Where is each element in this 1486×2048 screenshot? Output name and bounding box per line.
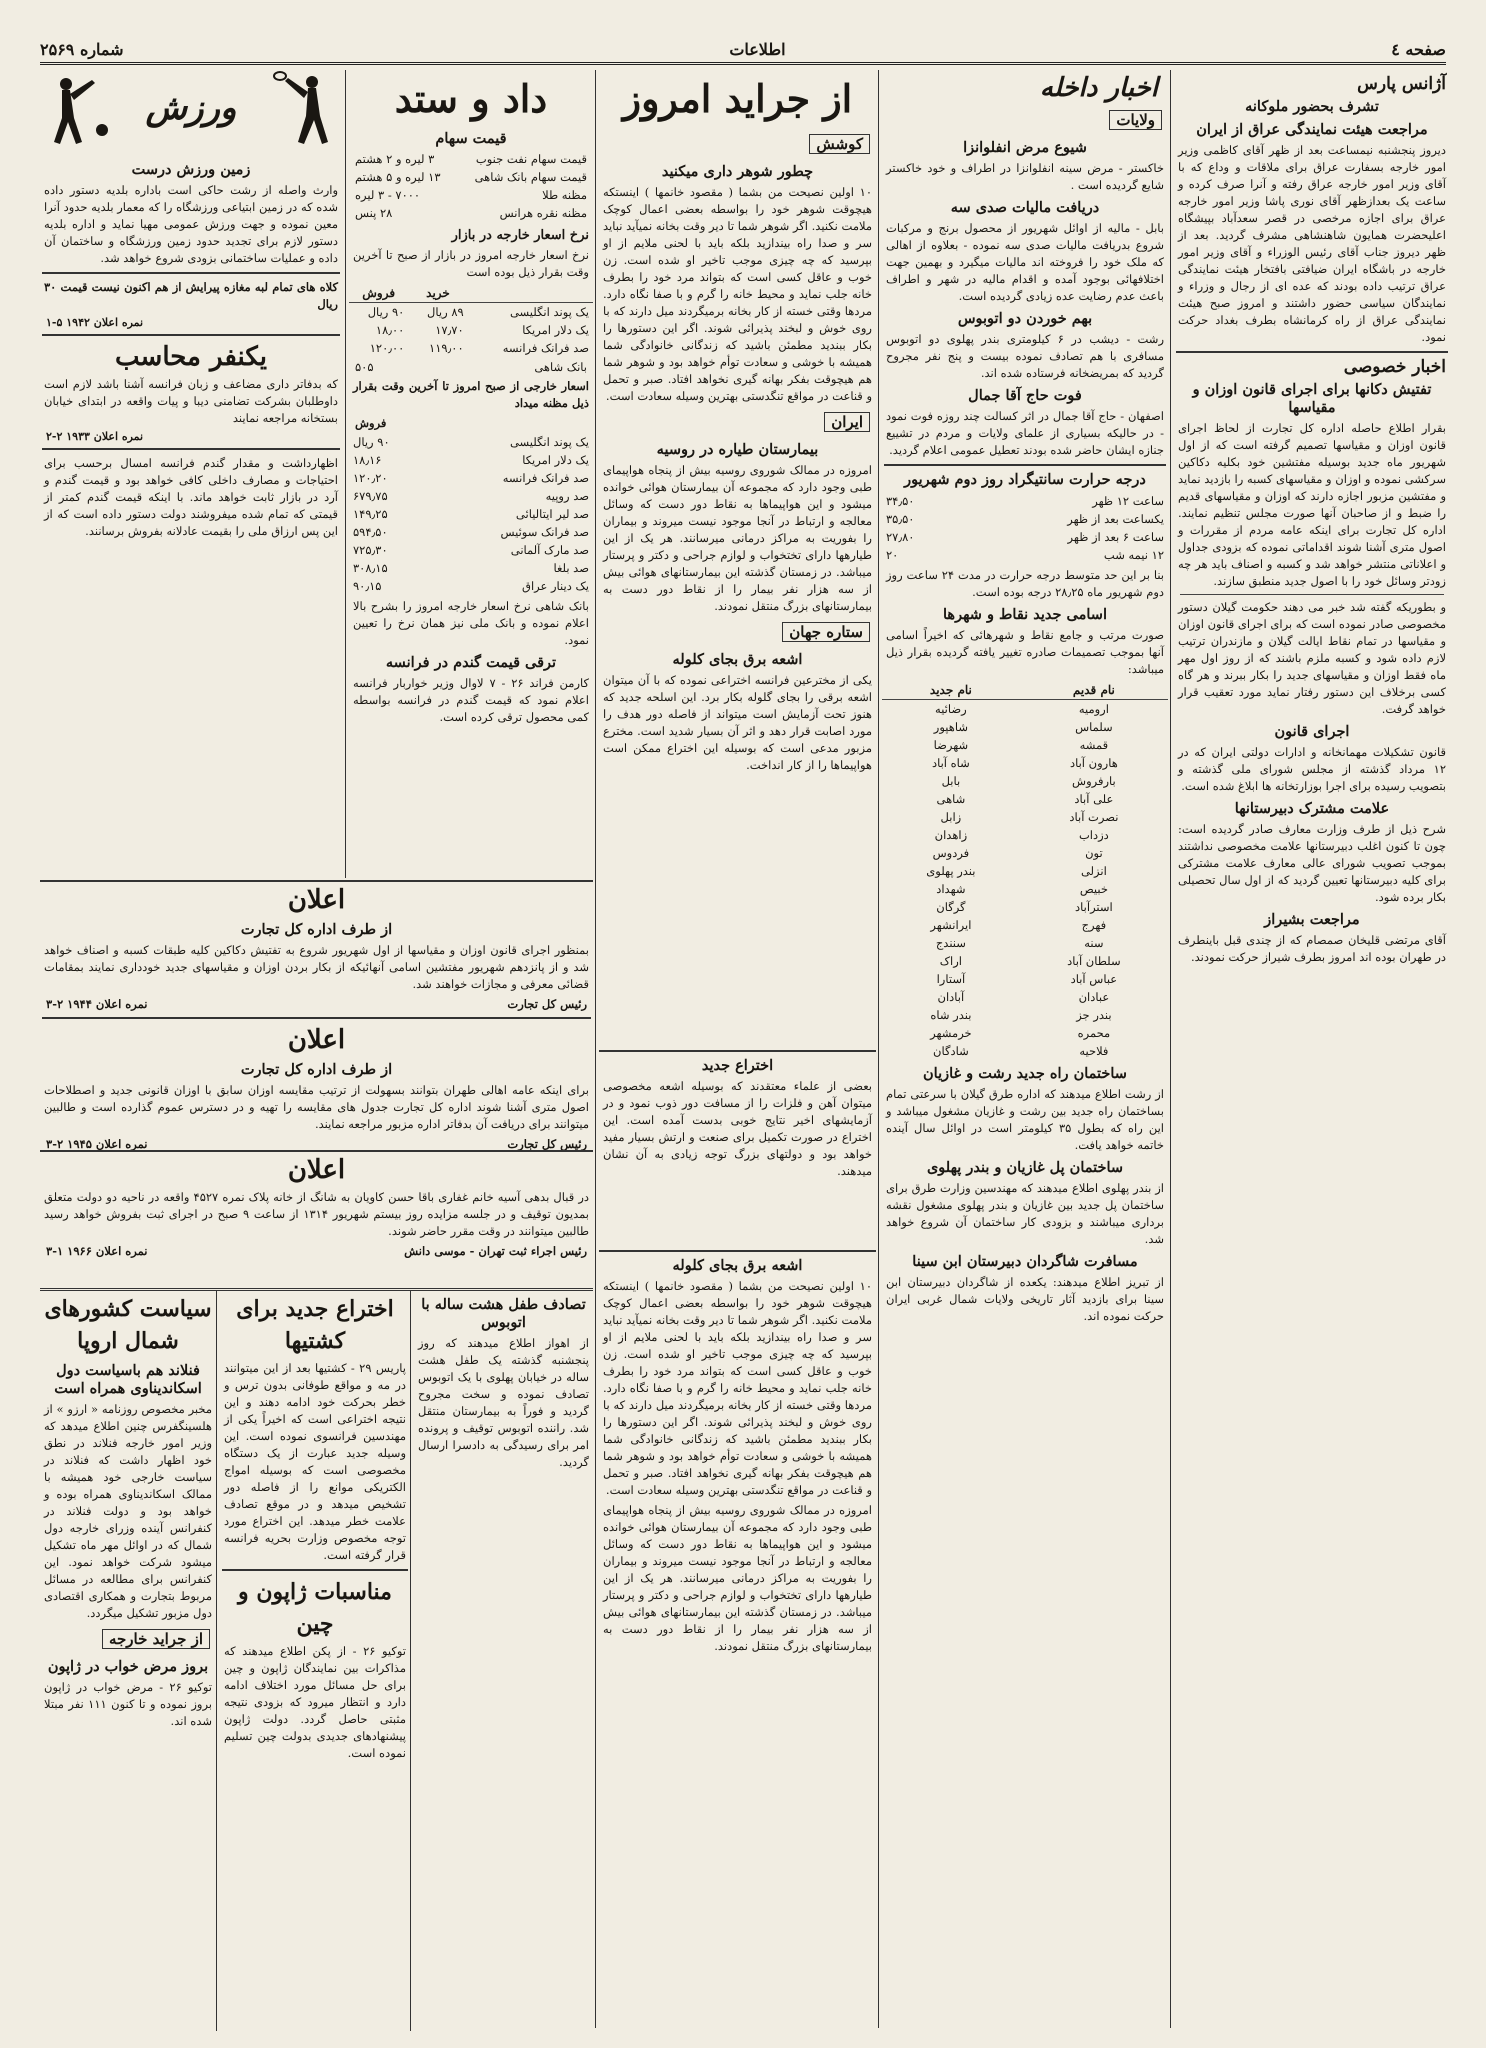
official-notice-3: اعلان در قبال بدهی آسیه خانم غفاری باقا حسن کاویان به شانگ از خانه پلاک نمره ۴۵۲۷ واقعه در ناحیه دو دولت متعلق بمدیون توقیف و در جلسه مزایده روز بیستم شهریور ۱۳۱۴ از ساعت ۹ صبح در اجرای ثبت بفروش خواهد رسید طالبین میتوانند در وقت مقرر حاضر شوند. رئیس اجراء ثبت تهران - موسی دانش نمره اعلان ۱۹۶۶ ۱-۳ xyxy=(40,1150,593,1287)
table-row: فهرج ایرانشهر xyxy=(930,918,1107,932)
article-body: و بطوریکه گفته شد خبر می دهند حکومت گیلان دستور مخصوصی صادر نموده است که برای اجرای قانون اوزان و مقیاسها در تمام نقاط ایالت گیلان و مازندران ترتیب لازم داده شود و کسبه ملزم باشند که از روز اول مهر ماه فقط اوزان و مقیاسهای جدید را بکار ببرند و هر گاه کسی برخلاف این دستور رفتار نماید مورد تعقیب قرار خواهد گرفت. xyxy=(1178,600,1446,716)
table-row: ارومیه رضائیه xyxy=(935,702,1109,716)
article-headline: تصادف طفل هشت ساله با اتوبوس xyxy=(421,1296,586,1331)
notice-title: اعلان xyxy=(287,1155,346,1185)
article-body: از رشت اطلاع میدهند که اداره طرق گیلان با سرعتی تمام بساختمان راه جدید بین رشت و غازیان مشغول میباشد و این راه که بطول ۳۵ کیلومتر است در اوائل سال آینده خاتمه خواهد یافت. xyxy=(886,1087,1164,1152)
col2-lower xyxy=(599,1250,876,2027)
fx-intro: نرخ اسعار خارجه امروز در بازار از صبح تا آخرین وقت بقرار ذیل بوده است xyxy=(353,248,589,279)
table-row: سلطان آباد اراک xyxy=(939,954,1121,968)
notice-title: اعلان xyxy=(287,1025,346,1055)
article-body: صورت مرتب و جامع نقاط و شهرهائی که اخیراً اسامی آنها بموجب تصمیمات صادره تغییر یافته گردیده بقرار ذیل میباشد: xyxy=(886,628,1164,676)
article-headline: بهم خوردن دو اتوبوس xyxy=(957,310,1093,327)
table-row: یک دلار امریکا ۱۸٫۱۶ xyxy=(353,453,589,467)
subsection-title: ایران xyxy=(824,412,870,432)
article-body: بابل - مالیه از اوائل شهریور از محصول برنج و مرکبات شروع بدریافت مالیات صدی سه نموده - بعلاوه از اهالی که ملک خود را فروخته اند مالیات میگیرد و بهمین جهت اختلافهائی بوجود آمده و اقدام مالیه در شهر و اطراف باعث عدم رضایت عده زیادی گردیده است. xyxy=(886,221,1164,303)
section-title: داد و ستد xyxy=(394,76,548,121)
stocks-headline: قیمت سهام xyxy=(435,130,507,147)
article-body: خاکستر - مرض سینه انفلوانزا در اطراف و خود خاکستر شایع گردیده است . xyxy=(886,161,1164,192)
article-headline: تشرف بحضور ملوکانه xyxy=(1245,98,1379,115)
article-body: اظهارداشت و مقدار گندم فرانسه امسال برحسب برای احتیاجات و مصارف داخلی کافی خواهد بود و قیمت گندم و آرد در بازار ثابت خواهد ماند. با اینکه قیمت گندم کمتر از قیمتی که تمام شده میفروشند دولت دستور داده است که از این پس ارزاق ملی را بقیمت عادلانه بفروش برسانند. xyxy=(44,456,338,538)
stock-row: قیمت سهام نفت جنوب ۳ لیره و ۲ هشتم xyxy=(355,152,587,166)
temperature-note: بنا بر این حد متوسط درجه حرارت در مدت ۲۴ ساعت روز دوم شهریور ماه ۲۸٫۲۵ درجه بوده است. xyxy=(886,568,1164,599)
table-row: عبادان آبادان xyxy=(937,990,1110,1004)
fx-sell-table xyxy=(349,433,593,595)
table-row: صد لیر ایتالیائی ۱۴۹٫۲۵ xyxy=(353,507,589,521)
article-headline: ساختمان راه جدید رشت و غازیان xyxy=(923,1065,1127,1082)
article-body: اصفهان - حاج آقا جمال در اثر کسالت چند روزه فوت نمود - در حالیکه بسیاری از علمای ولایات و مردم در تشییع جنازه ایشان حاضر شده بودند تعطیل عمومی اعلام گردید. xyxy=(886,409,1164,457)
ad-body: که بدفاتر داری مضاعف و زبان فرانسه آشنا باشد لازم است داوطلبان بشرکت تضامنی دیبا و پیات واقعه در ابتدای خیابان بستخانه مراجعه نمایند xyxy=(44,377,338,425)
issue-number: شماره ۲۵۶۹ xyxy=(40,39,124,59)
subsection-title: ولایات xyxy=(1109,110,1162,130)
article-headline: اجرای قانون xyxy=(1274,723,1350,740)
stock-row: مظنه نقره هرانس ۲۸ پنس xyxy=(355,206,587,220)
table-row: یک دینار عراق ۹۰٫۱۵ xyxy=(353,579,589,593)
bottom-section: سیاست کشورهای شمال اروپا فنلاند هم باسیاست دول اسکاندیناوی همراه است مخبر مخصوص روزنامه « ارزو » از هلسینگفرس چنین اطلاع میدهد که وزیر امور خارجه فنلاند در نطق خود اظهار داشت که فنلاند در سیاست خارجی خود همیشه با ممالک اسکاندیناوی همراه بوده و خواهد بود و دولت فنلاند در کنفرانس آینده وزرای خارجه دول شمال که در اوائل مهر ماه تشکیل میشود شرکت خواهد نمود. این کنفرانس برای مطالعه در مسائل مربوط بتجارت و همکاری اقتصادی دول مزبور تشکیل میگردد. از جراید خارجه بروز مرض خواب در ژاپون توکیو ۲۶ - مرض خواب در ژاپون بروز نموده و تا کنون ۱۱۱ نفر مبتلا شده اند. اختراع جدید برای کشتیها پاریس ۲۹ - کشتیها بعد از این میتوانند در مه و مواقع طوفانی بدون ترس و خطر بحرکت خود ادامه دهند و این نتیجه اختراعی است که اخیراً یکی از مهندسین فرانسوی نموده است. این وسیله جدید عبارت از یک دستگاه مخصوصی است که بوسیله امواج الکتریکی موانع را از فاصله دور تشخیص میدهد و در موقع تصادف علامت خطر میدهد. این اختراع مورد توجه مخصوص وزارت بحریه فرانسه قرار گرفته است. مناسبات ژاپون و چین توکیو ۲۶ - از پکن اطلاع میدهند که مذاکرات بین نمایندگان ژاپون و چین برای حل مسائل مورد اختلاف ادامه دارد و انتظار میرود که بزودی نتیجه مثبتی حاصل گردد. دولت ژاپون پیشنهادهای جدیدی بدولت چین تسلیم نموده است. تصادف طفل هشت ساله با اتوبوس از اهواز اطلاع میدهند که روز پنجشنبه گذشته یک طفل هشت ساله در خیابان پهلوی با یک اتوبوس تصادف نموده و سخت مجروح گردید و فوراً به بیمارستان منتقل شد. راننده اتوبوس توقیف و پرونده امر برای رسیدگی به دادسرا ارسال گردید. xyxy=(40,1288,593,2031)
column-header: نام قدیم xyxy=(1020,681,1168,700)
table-row: صد بلغا ۳۰۸٫۱۵ xyxy=(353,561,589,575)
section-title: اخبار داخله xyxy=(1039,73,1158,103)
sports-title: ورزش xyxy=(145,88,237,128)
article-headline: شیوع مرض انفلوانزا xyxy=(963,139,1087,156)
column-pars-agency xyxy=(1174,70,1450,2028)
article-body: امروزه در ممالک شوروی روسیه بیش از پنجاه هواپیمای طبی وجود دارد که مجموعه آن بیمارستان هوائی خوانده میشود و این هواپیماها به نقاط دور دست که وسائل معالجه و ارتباط در آنجا موجود نیست میروند و بیماران را بفوریت به مراکز درمانی میرسانند. هر یک از این طیارهها دارای تختخواب و لوازم جراحی و دکتر و پرستار میباشد. در زمستان گذشته این بیمارستانهای هوائی بیش از سه هزار نفر بیمار را از نقاط دور دست به بیمارستانهای بزرگ منتقل نمودند. xyxy=(603,463,872,613)
table-row: عباس آباد آستارا xyxy=(936,972,1118,986)
article-body: قانون تشکیلات مهمانخانه و ادارات دولتی ایران که در ۱۲ مرداد گذشته از مجلس شورای ملی گذشته و بتصویب رسیده برای اجرا بوزارتخانه ها ابلاغ شده است. xyxy=(1178,745,1446,793)
article-body: امروزه در ممالک شوروی روسیه بیش از پنجاه هواپیمای طبی وجود دارد که مجموعه آن بیمارستان هوائی خوانده میشود و این هواپیماها به نقاط دور دست که وسائل معالجه و ارتباط در آنجا موجود نیست میروند و بیماران را بفوریت به مراکز درمانی میرسانند. هر یک از این طیارهها دارای تختخواب و لوازم جراحی و دکتر و پرستار میباشد. در زمستان گذشته این بیمارستانهای هوائی بیش از سه هزار نفر بیمار را از نقاط دور دست به بیمارستانهای بزرگ منتقل نمودند. xyxy=(603,1503,872,1653)
notice-body: برای اینکه عامه اهالی طهران بتوانند بسهولت از ترتیب مقایسه اوزان سابق با اوزان قانونی جدید و اصطلاحات اصول متری آشنا شوند اداره کل تجارت جدول های مقایسه را تهیه و در دسترس عموم گذارده است و طالبین میتوانند برای دریافت آن بدفاتر اداره مزبور مراجعه نمایند. xyxy=(44,1083,589,1131)
masthead: اطلاعات xyxy=(729,39,786,59)
hat-ad: کلاه های تمام لبه مغازه پیرایش از هم اکنون نیست قیمت ۳۰ ریال xyxy=(44,280,338,311)
article-headline: تفتیش دکانها برای اجرای قانون اوزان و مقیاسها xyxy=(1192,381,1432,416)
article-body: از اهواز اطلاع میدهند که روز پنجشنبه گذشته یک طفل هشت ساله در خیابان پهلوی با یک اتوبوس تصادف نموده و سخت مجروح گردید و فوراً به بیمارستان منتقل شد. راننده اتوبوس توقیف و پرونده امر برای رسیدگی به دادسرا ارسال گردید. xyxy=(418,1336,589,1469)
table-row: نصرت آباد زابل xyxy=(940,810,1119,824)
section-title: آژانس پارس xyxy=(1357,74,1446,94)
table-row: بارفروش بابل xyxy=(941,774,1116,788)
article-body: آقای مرتضی قلیخان صمصام که از چندی قبل باینطرف در طهران بوده اند امروز بطرف شیراز حرکت نمودند. xyxy=(1178,933,1446,964)
table-row: یک دلار امریکا ۱۷٫۷۰ ۱۸٫۰۰ xyxy=(375,323,589,337)
article-headline: مسافرت شاگردان دبیرستان ابن سینا xyxy=(912,1253,1138,1270)
table-row: صد فرانک فرانسه ۱۱۹٫۰۰ ۱۲۰٫۰۰ xyxy=(369,341,589,355)
article-headline: ترقی قیمت گندم در فرانسه xyxy=(385,654,557,671)
notice-title: اعلان xyxy=(287,885,346,915)
article-body: کارمن فراند ۲۶ - ۷ لاوال وزیر خواربار فرانسه اعلام نمود که قیمت گندم در فرانسه بواسطه کمی محصول ترقی کرده است. xyxy=(353,676,589,724)
article-headline: اشعه برق بجای کلوله xyxy=(672,651,803,668)
official-notices: اعلان از طرف اداره کل تجارت بمنظور اجرای قانون اوزان و مقیاسها از اول شهریور شروع به تفتیش دکاکین کلیه طبقات کسبه و اصناف خواهد شد و از پانزدهم شهریور مفتشین اسامی آنهائیکه از بکار بردن اوزان و مقیاسهای جدید خودداری نمایند بمقامات قضائی معرفی و مجازات خواهند شد. رئیس کل تجارت نمره اعلان ۱۹۴۴ ۲-۳ اعلان از طرف اداره کل تجارت برای اینکه عامه اهالی طهران بتوانند بسهولت از ترتیب مقایسه اوزان سابق با اوزان قانونی جدید و اصطلاحات اصول متری آشنا شوند اداره کل تجارت جدول های مقایسه را تهیه و در دسترس عموم گذارده است و طالبین میتوانند برای دریافت آن بدفاتر اداره مزبور مراجعه نمایند. رئیس کل تجارت نمره اعلان ۱۹۴۵ ۲-۳ xyxy=(40,880,593,1152)
table-row: هارون آباد شاه آباد xyxy=(931,756,1118,770)
stock-row: قیمت سهام بانک شاهی ۱۳ لیره و ۵ هشتم xyxy=(355,170,587,184)
column-header: نام جدید xyxy=(882,681,1020,700)
table-row: صد فرانک فرانسه ۱۲۰٫۲۰ xyxy=(353,471,589,485)
page-header xyxy=(40,36,1446,65)
column-domestic-news xyxy=(882,70,1168,2028)
table-row: صد مارک آلمانی ۷۲۵٫۳۰ xyxy=(353,543,589,557)
table-row: دزداب زاهدان xyxy=(934,828,1109,842)
article-body: پاریس ۲۹ - کشتیها بعد از این میتوانند در مه و مواقع طوفانی بدون ترس و خطر بحرکت خود ادامه دهند و این نتیجه اختراعی است که اخیراً یکی از مهندسین فرانسوی نموده است. این وسیله جدید عبارت از یک دستگاه مخصوصی است که بوسیله امواج الکتریکی موانع را از فاصله دور تشخیص میدهد و در موقع تصادف علامت خطر میدهد. این اختراع مورد توجه مخصوص وزارت بحریه فرانسه قرار گرفته است. xyxy=(224,1361,406,1562)
article-headline: چطور شوهر داری میکنید xyxy=(661,163,814,180)
fx-table: خرید فروش یک پوند انگلیسی ۸۹ ریال ۹۰ ریال یک دلار امریکا ۱۷٫۷۰ ۱۸٫۰۰ صد فرانک فرانسه ۱۱۹٫۰۰ ۱۲۰٫۰۰ xyxy=(349,284,593,357)
section-title: از جراید امروز xyxy=(622,76,853,121)
article-headline: دریافت مالیات صدی سه xyxy=(950,199,1100,216)
article-body: ۱۰ اولین نصیحت من بشما ( مقصود خانمها ) اینستکه هیچوقت شوهر خود را بواسطه بعضی اعمال کوچک ملامت نکنید. اگر شوهر شما تا دیر وقت بخانه نمیآید نباید سر و صدا راه بیندازید بلکه باید با لحنی ملایم از او بپرسید که چه چیزی موجب تاخیر او شده است. زن خوب و عاقل کسی است که بتواند مرد خود را بطرف خانه جلب نماید و محیط خانه را گرم و با صفا نگاه دارد. مردها وقتی خسته از کار بخانه برمیگردند میل دارند که با روی خوش و لبخند پذیرائی شوند. اگر این دستورها را بکار ببندید مطمئن باشید که زندگانی خانوادگی شما همیشه با خوشی و سعادت توأم خواهد بود و شوهر شما هم هیچوقت بفکر بهانه گیری نخواهد افتاد. صبر و تحمل و قناعت در مواقع تنگدستی بهترین وسیله سعادت است. xyxy=(603,1279,872,1497)
article-headline: سیاست کشورهای شمال اروپا xyxy=(44,1296,212,1354)
table-row: بندر جز بندر شاه xyxy=(930,1008,1112,1022)
table-row: ساعت ۶ بعد از ظهر ۲۷٫۸۰ xyxy=(886,530,1164,544)
article-headline: زمین ورزش درست xyxy=(131,161,251,178)
table-row: صد روپیه ۶۷۹٫۷۵ xyxy=(353,489,589,503)
article-headline: مناسبات ژاپون و چین xyxy=(238,1579,392,1637)
subsection-title: ستاره جهان xyxy=(782,622,870,642)
article-body: از تبریز اطلاع میدهند: یکعده از شاگردان دبیرستان ابن سینا برای بازدید آثار تاریخی ولایات شمال غربی ایران حرکت نموده اند. xyxy=(886,1275,1164,1323)
notice-body: در قبال بدهی آسیه خانم غفاری باقا حسن کاویان به شانگ از خانه پلاک نمره ۴۵۲۷ واقعه در ناحیه دو دولت متعلق بمدیون توقیف و در جلسه مزایده روز بیستم شهریور ۱۳۱۴ از ساعت ۹ صبح در اجرای ثبت بفروش خواهد رسید طالبین میتوانند در وقت مقرر حاضر شوند. xyxy=(44,1190,589,1238)
table-row: یکساعت بعد از ظهر ۳۵٫۵۰ xyxy=(886,512,1164,526)
column-press-review xyxy=(599,70,876,1048)
ad-title: یکنفر محاسب xyxy=(115,342,267,372)
table-row: یک پوند انگلیسی ۹۰ ریال xyxy=(353,435,589,449)
table-row: علی آباد شاهی xyxy=(936,792,1114,806)
article-body: رشت - دیشب در ۶ کیلومتری بندر پهلوی دو اتوبوس مسافری با هم تصادف نموده بیست و پنج نفر مجروح گردید که بمریضخانه فرستاده شده اند. xyxy=(886,332,1164,380)
article-headline: مراجعت هیئت نمایندگی عراق از ایران xyxy=(1196,121,1428,138)
article-body: شرح ذیل از طرف وزارت معارف صادر گردیده است: چون تا کنون اغلب دبیرستانها علامت مخصوصی نداشتند بموجب تصویب شورای عالی معارف علامت مشترکی برای کلیه دبیرستانها تعیین گردید که از اول سال تحصیلی بکار برده شود. xyxy=(1178,822,1446,904)
subsection-title: کوشش xyxy=(809,134,870,154)
article-headline: اشعه برق بجای کلوله xyxy=(672,1257,803,1274)
table-row: تون فردوس xyxy=(932,846,1103,860)
temperature-headline: درجه حرارت سانتیگراد روز دوم شهریور xyxy=(904,471,1146,488)
notice-body: بمنظور اجرای قانون اوزان و مقیاسها از اول شهریور شروع به تفتیش دکاکین کلیه طبقات کسبه و اصناف خواهد شد و از پانزدهم شهریور مفتشین اسامی آنهائیکه از بکار بردن اوزان و مقیاسهای جدید خودداری نمایند بمقامات قضائی معرفی و مجازات خواهند شد. xyxy=(44,943,589,991)
table-row: استرآباد گرگان xyxy=(936,900,1113,914)
article-body: از بندر پهلوی اطلاع میدهند که مهندسین وزارت طرق برای ساختمان پل جدید بین غازیان و بندر پهلوی مشغول نقشه برداری میباشند و بزودی کار ساختمان آن شروع خواهد شد. xyxy=(886,1181,1164,1246)
table-row: خبیص شهداد xyxy=(936,882,1108,896)
column-markets: داد و ستد قیمت سهام قیمت سهام نفت جنوب ۳ لیره و ۲ هشتم قیمت سهام بانک شاهی ۱۳ لیره و ۵ هشتم مظنه طلا ۷۰۰۰ - ۳ لیره مظنه نقره هرانس ۲۸ پنس نرخ اسعار خارجه در بازار نرخ اسعار خارجه امروز در بازار از صبح تا آخرین وقت بقرار ذیل بوده است خرید فروش یک پوند انگلیسی ۸۹ ریال ۹۰ ریال یک دلار امریکا ۱۷٫۷۰ ۱۸٫۰۰ صد فرانک فرانسه ۱۱۹٫۰۰ ۱۲۰٫۰۰ بانک شاهی ۵۰۵ اسعار خارجی از صبح امروز تا آخرین وقت بقرار ذیل مظنه میداد فروش یک پوند انگلیسی ۹۰ ریال یک دلار امریکا ۱۸٫۱۶ صد فرانک فرانسه ۱۲۰٫۲۰ صد روپیه ۶۷۹٫۷۵ صد لیر ایتالیائی ۱۴۹٫۲۵ صد فرانک سوئیس ۵۹۴٫۵۰ صد مارک آلمانی ۷۲۵٫۳۰ صد بلغا ۳۰۸٫۱۵ یک دینار عراق ۹۰٫۱۵ بانک شاهی نرخ اسعار خارجه امروز را بشرح بالا اعلام نموده و بانک ملی نیز همان نرخ را تعیین نمود. ترقی قیمت گندم در فرانسه کارمن فراند ۲۶ - ۷ لاوال وزیر خواربار فرانسه اعلام نمود که قیمت گندم در فرانسه بواسطه کمی محصول ترقی کرده است. xyxy=(349,70,593,878)
table-row: سنه سنندج xyxy=(935,936,1104,950)
article-body: توکیو ۲۶ - از پکن اطلاع میدهند که مذاکرات بین نمایندگان ژاپون و چین برای حل مسائل مورد اختلاف ادامه دارد و انتظار میرود که بزودی نتیجه مثبتی حاصل گردد. دولت ژاپون پیشنهادهای جدیدی بدولت چین تسلیم نموده است. xyxy=(224,1644,406,1760)
article-headline: اسامی جدید نقاط و شهرها xyxy=(943,606,1107,623)
fx-headline: نرخ اسعار خارجه در بازار xyxy=(451,228,589,243)
table-row: ۱۲ نیمه شب ۲۰ xyxy=(886,548,1164,562)
article-body: ۱۰ اولین نصیحت من بشما ( مقصود خانمها ) اینستکه هیچوقت شوهر خود را بواسطه بعضی اعمال کوچک ملامت نکنید. اگر شوهر شما تا دیر وقت بخانه نمیآید نباید سر و صدا راه بیندازید بلکه باید با لحنی ملایم از او بپرسید که چه چیزی موجب تاخیر او شده است. زن خوب و عاقل کسی است که بتواند مرد خود را بطرف خانه جلب نماید و محیط خانه را گرم و با صفا نگاه دارد. مردها وقتی خسته از کار بخانه برمیگردند میل دارند که با روی خوش و لبخند پذیرائی شوند. اگر این دستورها را بکار ببندید مطمئن باشید که زندگانی خانوادگی شما همیشه با خوشی و سعادت توأم خواهد بود و شوهر شما هم هیچوقت بفکر بهانه گیری نخواهد افتاد. صبر و تحمل و قناعت در مواقع تنگدستی بهترین وسیله سعادت است. xyxy=(603,185,872,403)
rays-article xyxy=(599,1050,876,1247)
fx-note: بانک شاهی نرخ اسعار خارجه امروز را بشرح بالا اعلام نموده و بانک ملی نیز همان نرخ را تعیین نمود. xyxy=(353,599,589,647)
table-row: قمشه شهرضا xyxy=(933,738,1109,752)
place-names-table xyxy=(882,681,1168,1060)
article-body: بعضی از علماء معتقدند که بوسیله اشعه مخصوصی میتوان آهن و فلزات را از مسافت دور ذوب نمود و در آزمایشهای اخیر نتایج خوبی بدست آمده است. این اختراع در صورت تکمیل برای صنعت و ارتش بسیار مفید خواهد بود و دولتهای بزرگ توجه زیادی به آن نشان میدهند. xyxy=(603,1079,872,1178)
section-title: اخبار خصوصی xyxy=(1343,357,1446,377)
table-row: انزلی بندر پهلوی xyxy=(926,864,1107,878)
table-row: محمره خرمشهر xyxy=(930,1026,1111,1040)
article-headline: مراجعت بشیراز xyxy=(1264,911,1360,928)
page-number: صفحه ٤ xyxy=(1391,39,1446,59)
article-body: مخبر مخصوص روزنامه « ارزو » از هلسینگفرس چنین اطلاع میدهد که وزیر امور خارجه فنلاند در نطق خود اظهار داشت که فنلاند در سیاست خارجی خود همیشه با ممالک اسکاندیناوی همراه بوده و خواهد بود و دولت فنلاند در کنفرانس آینده وزرای خارجه دول شمال که در اوائل مهر ماه تشکیل میشود شرکت خواهد نمود. این کنفرانس برای مطالعه در مسائل مربوط بتجارت و همکاری اقتصادی دول مزبور تشکیل میگردد. xyxy=(44,1402,212,1620)
table-row: صد فرانک سوئیس ۵۹۴٫۵۰ xyxy=(353,525,589,539)
table-row: فلاحیه شادگان xyxy=(933,1044,1109,1058)
article-headline: علامت مشترک دبیرستانها xyxy=(1234,800,1390,817)
article-headline: ساختمان پل غازیان و بندر پهلوی xyxy=(926,1159,1124,1176)
article-body: وارث واصله از رشت حاکی است باداره بلدیه دستور داده شده که در زمین ابتیاعی ورزشگاه را که معمار بلدیه حدود آنرا معین نموده و جهت ورزش عمومی مهیا نماید و اداره بلدیه دستور لازم برای تجدید حدود زمین ورزشگاه و ساختمان آن داده و عملیات ساختمانی بزودی شروع خواهد شد. xyxy=(44,183,338,265)
article-body: بقرار اطلاع حاصله اداره کل تجارت از لحاظ اجرای قانون اوزان و مقیاسها تصمیم گرفته است که از اول شهریور ماه جدید بوسیله مفتشین خود بکلیه دکاکین سرکشی نموده و اوزان و مقیاسهای کسبه را بازدید نماید و مفتشین مزبور اجازه دارند که اوزان و مقیاسهای قدیم را ضبط و از صاحبان آنها صورت مجلس تنظیم نمایند. اداره کل تجارت برای اینکه عامه مردم از مقررات و اصول متری آشنا شوند اقداماتی نموده که بزودی جداول و اعلاناتی منتشر خواهد شد و کسبه و اصناف باید هر چه زودتر وسائل خود را با اصول جدید منطبق سازند. xyxy=(1178,421,1446,588)
article-headline: فوت حاج آقا جمال xyxy=(968,387,1082,404)
sports-logo xyxy=(42,70,340,156)
stock-row: مظنه طلا ۷۰۰۰ - ۳ لیره xyxy=(355,188,587,202)
article-headline: بیمارستان طیاره در روسیه xyxy=(656,441,819,458)
article-body: یکی از مخترعین فرانسه اختراعی نموده که با آن میتوان اشعه برقی را بجای گلوله بکار برد. این اسلحه جدید که هنوز تحت آزمایش است میتواند از فاصله دور هدف را مورد اصابت قرار دهد و اثر آن بسیار شدید است. مخترع مزبور مدعی است که بوسیله این اختراع ممکن است هواپیماها را از کار انداخت. xyxy=(603,673,872,772)
table-row: یک پوند انگلیسی ۸۹ ریال ۹۰ ریال xyxy=(367,305,589,319)
article-headline: اختراع جدید برای کشتیها xyxy=(236,1296,394,1354)
table-row: ساعت ۱۲ ظهر ۳۴٫۵۰ xyxy=(886,494,1164,508)
table-row: سلماس شاهپور xyxy=(933,720,1113,734)
column-sports: ورزش زمین ورزش درست وارث واصله از رشت حاکی است باداره بلدیه دستور داده شده که در زمین ابتیاعی ورزشگاه را که معمار بلدیه حدود آنرا معین نموده و جهت ورزش عمومی مهیا نماید و اداره بلدیه دستور لازم برای تجدید حدود زمین ورزشگاه و ساختمان آن داده و عملیات ساختمانی بزودی شروع خواهد شد. کلاه های تمام لبه مغازه پیرایش از هم اکنون نیست قیمت ۳۰ ریال نمره اعلان ۱۹۴۲ ۵-۱ یکنفر محاسب که بدفاتر داری مضاعف و زبان فرانسه آشنا باشد لازم است داوطلبان بشرکت تضامنی دیبا و پیات واقعه در ابتدای خیابان بستخانه مراجعه نمایند نمره اعلان ۱۹۳۳ ۲-۲ اظهارداشت و مقدار گندم فرانسه امسال برحسب برای احتیاجات و مصارف داخلی کافی خواهد بود و قیمت گندم و آرد در بازار ثابت خواهد ماند. با اینکه قیمت گندم کمتر از قیمتی که تمام شده میفروشند دولت دستور داده است که از این پس ارزاق ملی را بقیمت عادلانه بفروش برسانند. xyxy=(40,70,342,878)
article-headline: اختراع جدید xyxy=(701,1057,774,1074)
article-body: دیروز پنجشنبه نیمساعت بعد از ظهر آقای کاظمی وزیر امور خارجه بسفارت عراق برای ملاقات و وداع که با آقای وزیر امور خارجه عراق رفته و آنرا صرف کرده و ساعت یک بعدازظهر آقای نوری پاشا وزیر امور خارجه عراق برای اجازه مرخصی در قصر سعدآباد بپیشگاه اعلیحضرت همایون شاهنشاهی مشرف گردید. بعد از ظهر دیروز جناب آقای رئیس الوزراء و آقای وزیر امور خارجه در باشگاه ایران ضیافتی بافتخار هیئت نمایندگی عراق ترتیب داده بودند که عده ای از رجال و وزراء و نمایندگان سیاسی حضور داشتند و امروز صبح هیئت نمایندگی عراق از راه کرمانشاه بطرف بغداد حرکت نمود. xyxy=(1178,143,1446,344)
temperature-table xyxy=(882,492,1168,564)
